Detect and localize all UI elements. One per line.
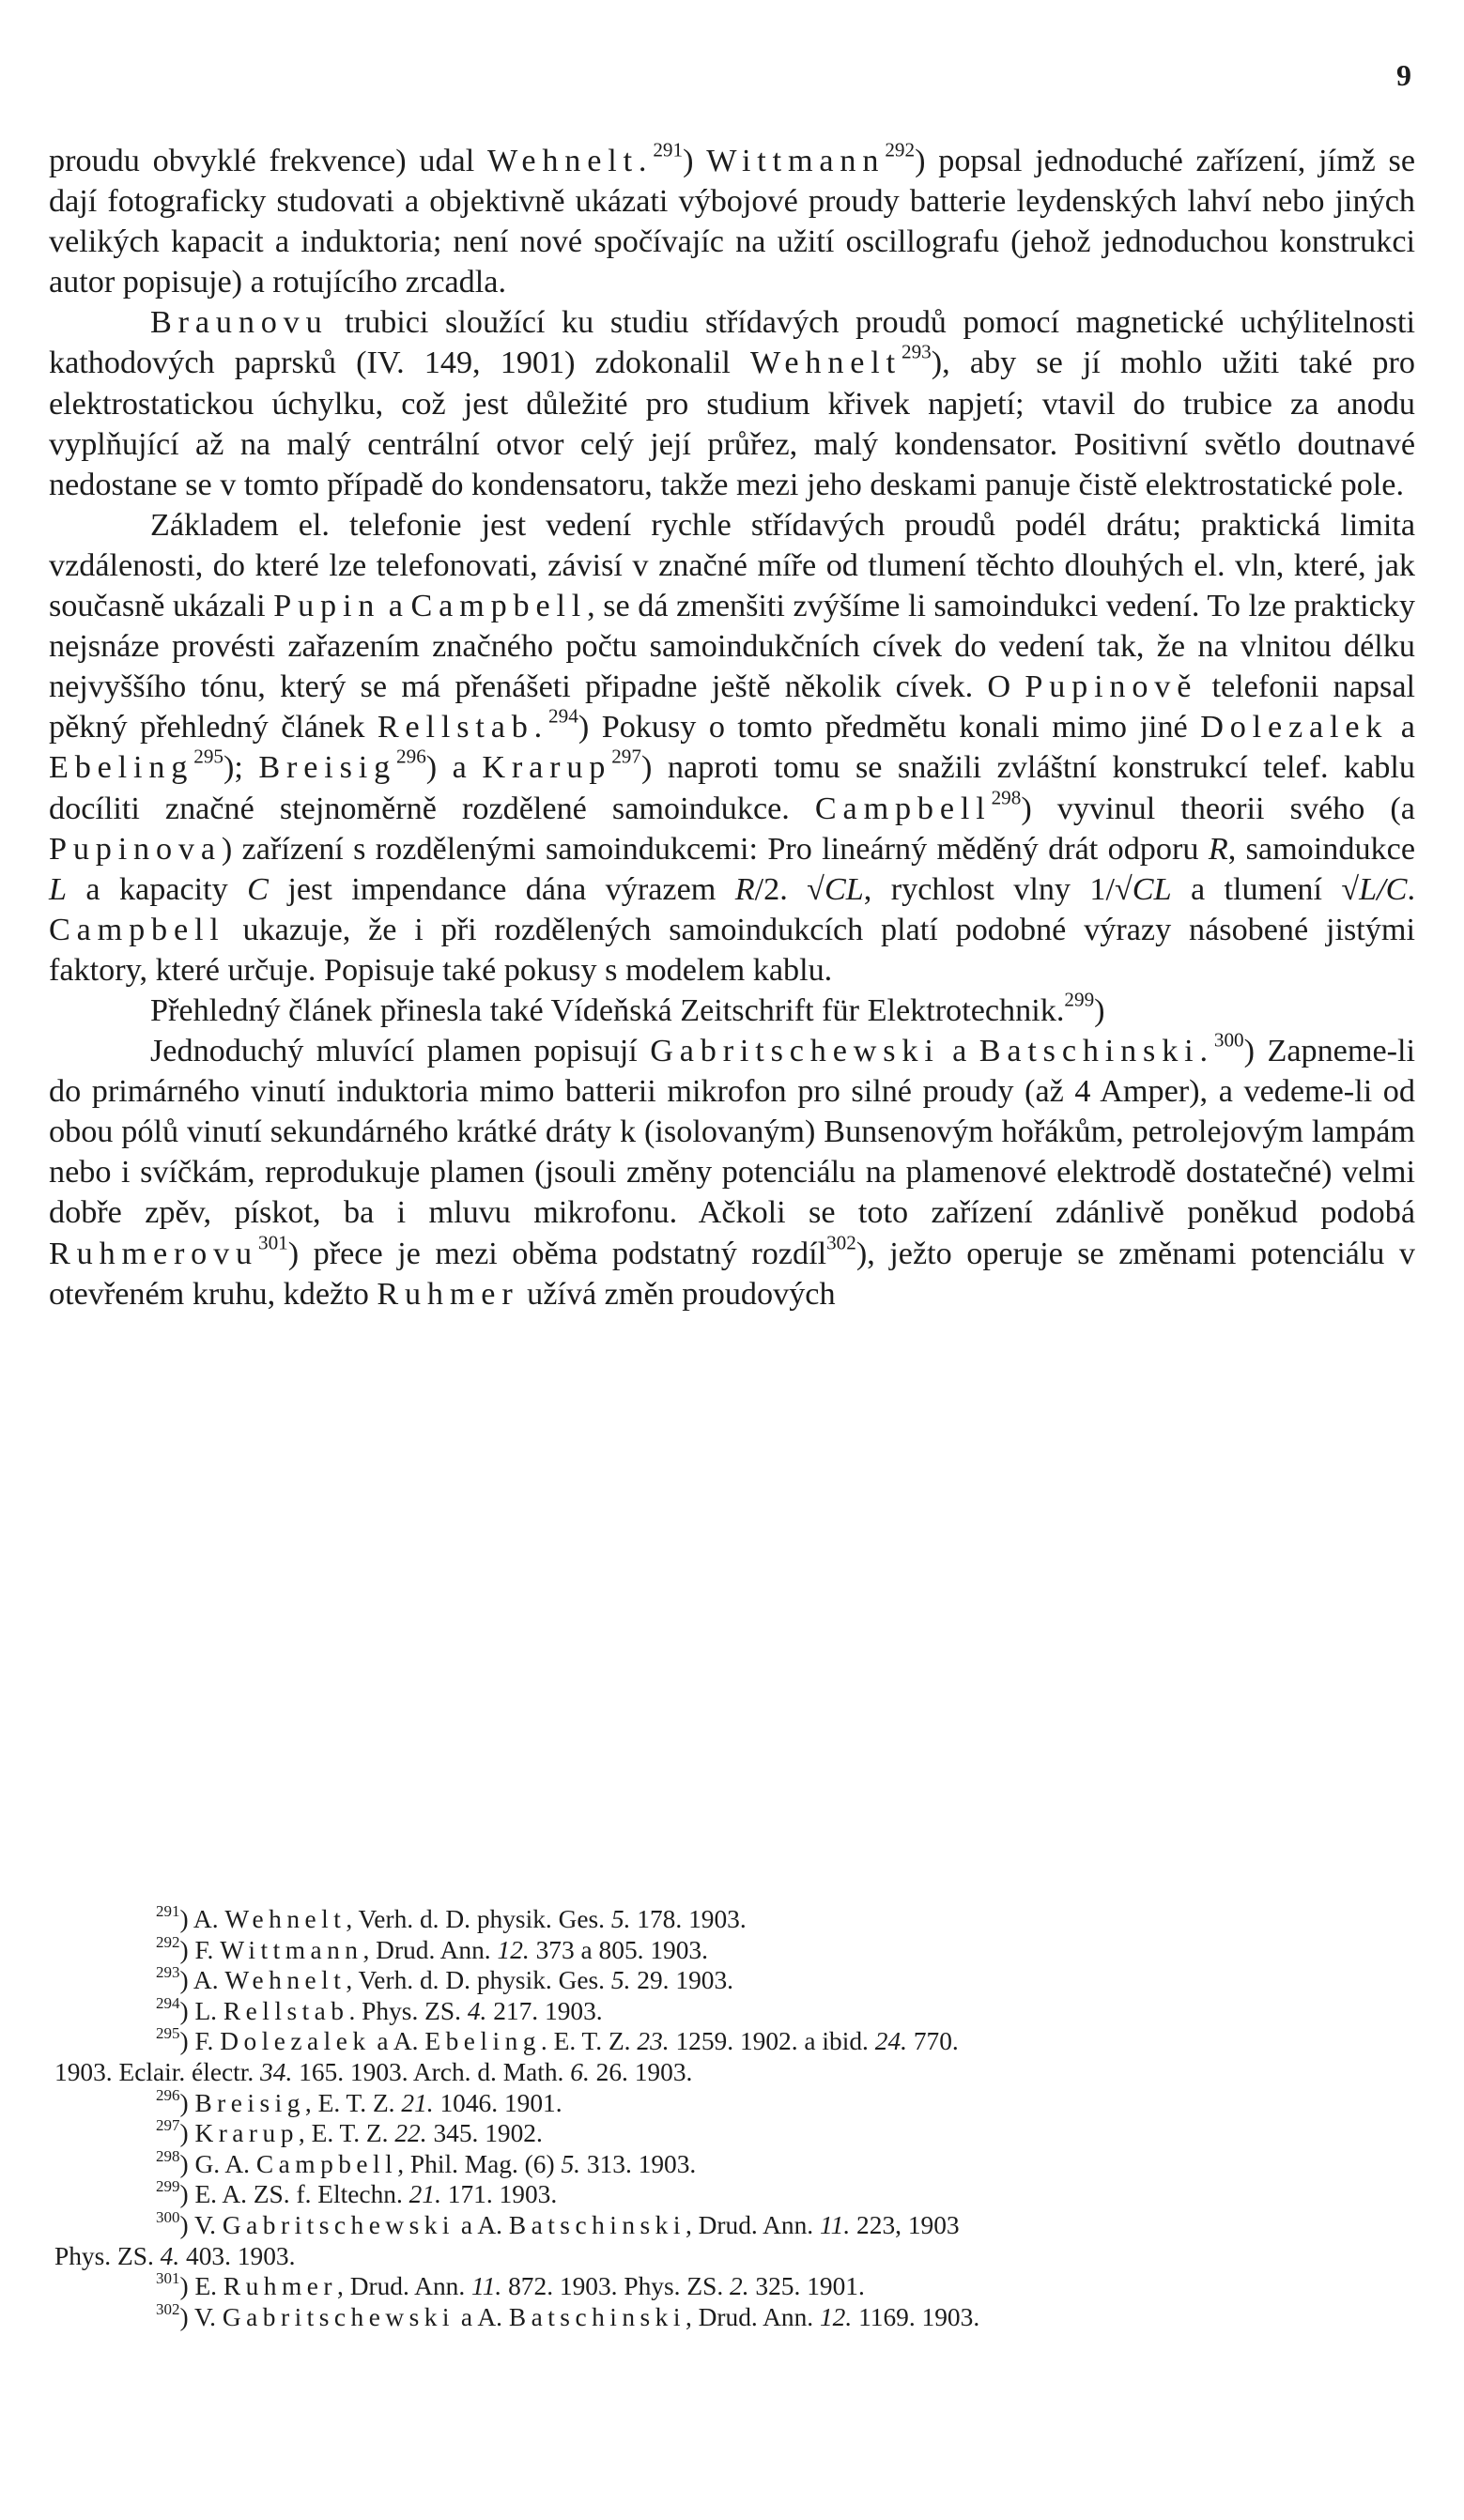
author-name: Ebeling	[424, 2027, 541, 2056]
text-run: 217. 1903.	[486, 1996, 603, 2025]
paragraph	[49, 302, 1415, 504]
footnote	[54, 2085, 1407, 2119]
text-run: A.	[193, 1905, 225, 1933]
footnote-number: 292	[156, 1932, 180, 1951]
text-run: 165. 1903. Arch. d. Math.	[292, 2057, 571, 2086]
italic-text: 21.	[401, 2088, 434, 2117]
text-run: a A.	[370, 2027, 425, 2056]
text-run: jest impendance dána výrazem	[268, 871, 735, 907]
text-run: , Verh. d. D. physik. Ges.	[346, 1905, 611, 1933]
paragraph	[49, 138, 1415, 302]
text-run: telefonii napsal pěkný přehledný článek	[49, 669, 1415, 745]
footnote-paren: )	[179, 2180, 195, 2209]
italic-text: 4.	[467, 1996, 487, 2025]
footnote-ref: 294	[548, 705, 578, 729]
author-name: Campbell	[255, 2149, 398, 2178]
text-run: , Drud. Ann.	[685, 2210, 820, 2239]
text-run: a	[380, 589, 411, 624]
text-run: 26. 1903.	[589, 2057, 693, 2086]
footnote-paren: )	[179, 2119, 195, 2148]
author-name: Gabritschewski	[650, 1034, 940, 1069]
text-run: ukazuje, že i při rozdělených samoindukcích platí podobné výrazy násobené jistými faktory, které určuje. Popisuje také pokusy s modelem kablu.	[49, 912, 1415, 988]
italic-text: 12.	[819, 2302, 853, 2331]
text-run: , rychlost vlny 1/√	[863, 871, 1133, 907]
footnote-paren: )	[179, 1905, 193, 1933]
footnote-number: 299	[156, 2177, 180, 2196]
text-run: )	[1094, 992, 1105, 1028]
footnote-number: 296	[156, 2085, 180, 2104]
text-run: 178. 1903.	[630, 1905, 747, 1933]
text-run: a	[1388, 710, 1415, 745]
footnote-paren: )	[179, 1996, 195, 2025]
text-run: 223, 1903	[850, 2210, 960, 2239]
footnote-paren: )	[179, 1966, 193, 1995]
footnote-ref: 302	[826, 1231, 856, 1254]
text-run: F.	[194, 2027, 221, 2056]
text-run: ) Zapneme-li do primárného vinutí induktoria mimo batterii mikrofon pro silné proudy (až 4 Amper), a vedeme-li od obou pólů vinutí sekundárného krátké dráty k (isolovaným) Bunsenovým hořákům, petrolejovým lampám nebo i svíčkám, reprodukuje plamen (jsouli změny potenciálu na plamenové elektrodě dostatečné) velmi dobře zpěv, pískot, ba i mluvu mikrofonu. Ačkoli se toto zařízení zdánlivě poněkud podobá	[49, 1034, 1416, 1231]
footnote-ref: 292	[885, 138, 916, 161]
text-run: ) popsal jednoduché zařízení, jímž se dají fotograficky studovati a objektivně ukázati výbojové proudy batterie leydenských lahví nebo jiných velikých kapacit a induktoria; není nové spočívajíc na užití oscillografu (jehož jednoduchou konstrukci autor popisuje) a rotujícího zrcadla.	[49, 144, 1415, 300]
text-run: , samoindukce	[1227, 831, 1416, 867]
italic-text: 5.	[610, 1905, 631, 1933]
footnote-ref: 298	[991, 786, 1022, 809]
text-run: 345. 1902.	[426, 2119, 543, 2148]
text-run: , E. T. Z.	[298, 2119, 395, 2148]
footnote-paren: )	[179, 2088, 195, 2117]
text-run: 373 a 805. 1903.	[529, 1935, 708, 1964]
footnote-paren: )	[179, 2210, 194, 2239]
text-run: V.	[193, 2302, 223, 2331]
text-run: . E. T. Z.	[540, 2027, 638, 2056]
text-run: ) Pokusy o tomto předmětu konali mimo jiné	[578, 710, 1201, 745]
italic-text: R	[1208, 831, 1228, 867]
footnote	[54, 1962, 1407, 1996]
footnote-number: 301	[156, 2268, 180, 2287]
author-name: Campbell	[410, 589, 588, 624]
text-run: /2. √	[754, 871, 824, 907]
footnote	[54, 2179, 1407, 2210]
footnote-continuation	[54, 2241, 1407, 2272]
footnote	[54, 1901, 1407, 1935]
page-number: 9	[1396, 58, 1411, 92]
paragraph	[49, 505, 1415, 991]
author-name: Gabritschewski	[222, 2210, 455, 2239]
text-run: 1046. 1901.	[433, 2088, 562, 2117]
author-name: Campbell	[49, 912, 225, 947]
author-name: Wehnelt.	[486, 144, 654, 178]
footnote-ref: 295	[193, 745, 223, 769]
text-run: E.	[194, 2272, 223, 2301]
text-run: , se dá zmenšiti zvýšíme li samoindukci vedení. To lze prakticky nejsnáze provésti zařazením značného počtu samoindukčních cívek do vedení tak, že na vlnitou délku nejvyššího tónu, který se má přenášeti připadne ještě několik cívek. O	[49, 589, 1415, 705]
text-run: a A.	[455, 2210, 509, 2239]
italic-text: 6.	[570, 2057, 590, 2086]
footnote	[54, 2146, 1407, 2180]
italic-text: R	[734, 871, 755, 907]
text-run: , Drud. Ann.	[362, 1935, 498, 1964]
italic-text: 34.	[260, 2057, 293, 2086]
footnote-number: 294	[156, 1993, 180, 2012]
italic-text: L/C	[1359, 871, 1408, 907]
author-name: Ebeling	[49, 750, 194, 786]
text-run: ), ježto operuje se změnami potenciálu v otevřeném kruhu, kdežto	[49, 1236, 1415, 1312]
text-run: a A.	[455, 2302, 509, 2331]
text-run: 171. 1903.	[440, 2180, 558, 2209]
author-name: Pupinově	[1025, 669, 1198, 705]
author-name: Ruhmerovu	[49, 1236, 258, 1271]
text-run: .	[1407, 871, 1416, 907]
author-name: Pupin	[273, 589, 381, 624]
footnote-number: 302	[156, 2299, 180, 2318]
text-run: , Verh. d. D. physik. Ges.	[346, 1966, 611, 1995]
italic-text: 5.	[561, 2149, 581, 2178]
text-run: G. A.	[194, 2149, 256, 2178]
text-run: 29. 1903.	[630, 1966, 733, 1995]
text-run: ) vyvinul theorii svého (a	[1021, 791, 1415, 826]
footnote-paren: )	[179, 2272, 195, 2301]
footnote-ref: 299	[1064, 988, 1095, 1011]
footnote-number: 291	[156, 1901, 180, 1920]
text-run: 1903. Eclair. électr.	[54, 2057, 261, 2086]
author-name: Ruhmer	[223, 2272, 337, 2301]
text-run: V.	[193, 2210, 223, 2239]
italic-text: 22.	[394, 2119, 427, 2148]
author-name: Batschinski	[508, 2302, 686, 2331]
italic-text: 4.	[160, 2241, 180, 2270]
footnote-ref: 291	[653, 138, 684, 161]
italic-text: 24.	[874, 2027, 907, 2056]
footnote-number: 295	[156, 2024, 180, 2043]
footnote-continuation	[54, 2057, 1407, 2088]
footnote-number: 300	[156, 2207, 180, 2226]
footnote	[54, 2207, 1407, 2271]
footnote-ref: 297	[611, 745, 641, 769]
footnote	[54, 1993, 1407, 2027]
author-name: Ruhmer	[377, 1276, 519, 1312]
text-run: A.	[193, 1966, 225, 1995]
text-run: ), aby se jí mohlo užiti také pro elektrostatickou úchylku, což jest důležité pro studium křivek napjetí; vtavil do trubice za anodu vyplňující až na malý centrální otvor celý její průřez, malý kondensator. Positivní světlo doutnavé nedostane se v tomto případě do kondensatoru, takže mezi jeho deskami panuje čistě elektrostatické pole.	[49, 346, 1415, 502]
footnotes	[54, 1901, 1407, 2332]
footnote-ref: 301	[257, 1231, 288, 1254]
author-name: Braunovu	[150, 305, 329, 341]
text-run: . Phys. ZS.	[348, 1996, 468, 2025]
author-name: Wehnelt	[224, 1966, 347, 1995]
text-run: ) naproti tomu se snažili zvláštní konstrukcí telef. kablu docíliti značné stejnoměrně rozdělené samoindukce.	[49, 750, 1415, 826]
text-run: F.	[194, 1935, 221, 1964]
italic-text: 5.	[610, 1966, 631, 1995]
text-run: proudu obvyklé frekvence) udal	[49, 144, 487, 178]
footnote-ref: 300	[1213, 1028, 1244, 1052]
text-run: )	[683, 144, 707, 178]
italic-text: 21.	[408, 2180, 441, 2209]
author-name: Rellstab.	[377, 710, 549, 745]
author-name: Dolezalek	[1200, 710, 1389, 745]
italic-text: C	[247, 871, 269, 907]
italic-text: CL	[1132, 871, 1172, 907]
paragraph	[49, 988, 1415, 1031]
text-run: Jednoduchý mluvící plamen popisují	[150, 1034, 651, 1069]
author-name: Krarup	[194, 2119, 299, 2148]
footnote-number: 293	[156, 1962, 180, 1981]
author-name: Wehnelt	[750, 346, 902, 381]
text-run: 770.	[907, 2027, 959, 2056]
author-name: Breisig	[194, 2088, 305, 2117]
text-run: ) a	[425, 750, 483, 786]
italic-text: 11.	[471, 2272, 502, 2301]
text-run: L.	[194, 1996, 223, 2025]
footnote	[54, 2299, 1407, 2333]
text-run: E. A. ZS. f. Eltechn.	[194, 2180, 409, 2209]
footnote-number: 297	[156, 2115, 180, 2134]
text-run: 872. 1903. Phys. ZS.	[501, 2272, 731, 2301]
text-run: , E. T. Z.	[304, 2088, 402, 2117]
author-name: Batschinski	[508, 2210, 686, 2239]
footnote-ref: 296	[396, 745, 426, 769]
author-name: Dolezalek	[220, 2027, 371, 2056]
italic-text: 11.	[819, 2210, 851, 2239]
text-run: a tlumení √	[1171, 871, 1360, 907]
author-name: Wittmann	[220, 1935, 363, 1964]
footnote	[54, 2026, 1407, 2087]
footnote-number: 298	[156, 2146, 180, 2165]
footnote-paren: )	[179, 1935, 195, 1964]
text-run: 403. 1903.	[179, 2241, 296, 2270]
footnote	[54, 2268, 1407, 2302]
footnote	[54, 2115, 1407, 2149]
text-run: 325. 1901.	[748, 2272, 865, 2301]
text-run: 313. 1903.	[580, 2149, 697, 2178]
text-run: trubici sloužící ku studiu střídavých proudů pomocí magnetické uchýlitelnosti kathodových paprsků (IV. 149, 1901) zdokonalil	[49, 305, 1415, 381]
author-name: Pupinova	[49, 831, 222, 867]
text-run: Phys. ZS.	[54, 2241, 161, 2270]
text-run: Přehledný článek přinesla také Vídeňská Zeitschrift für Elektrotechnik.	[150, 992, 1065, 1028]
text-run: 1169. 1903.	[852, 2302, 980, 2331]
text-run: , Drud. Ann.	[337, 2272, 472, 2301]
text-run: a	[939, 1034, 979, 1069]
paragraph	[49, 1028, 1416, 1314]
author-name: Wehnelt	[224, 1905, 347, 1933]
italic-text: 2.	[730, 2272, 749, 2301]
italic-text: 23.	[637, 2027, 670, 2056]
text-run: ) přece je mezi oběma podstatný rozdíl	[287, 1236, 827, 1271]
text-run: , Drud. Ann.	[685, 2302, 820, 2331]
author-name: Rellstab	[223, 1996, 349, 2025]
text-run: );	[223, 750, 259, 786]
footnote-paren: )	[179, 2302, 194, 2331]
author-name: Wittmann	[706, 144, 886, 178]
italic-text: L	[49, 871, 68, 907]
author-name: Campbell	[814, 791, 992, 826]
text-run: užívá změn proudových	[518, 1276, 836, 1312]
main-text	[49, 138, 1416, 1314]
italic-text: CL	[824, 871, 864, 907]
text-run: Základem el. telefonie jest vedení rychle střídavých proudů podél drátu; praktická limita vzdálenosti, do které lze telefonovati, závisí v značné míře od tlumení těchto dlouhých el. vln, které, jak současně ukázali	[49, 507, 1415, 624]
footnote-paren: )	[179, 2149, 195, 2178]
italic-text: 12.	[497, 1935, 530, 1964]
footnote	[54, 1932, 1407, 1966]
author-name: Gabritschewski	[222, 2302, 455, 2331]
text-run: 1259. 1902. a ibid.	[669, 2027, 875, 2056]
footnote-paren: )	[179, 2027, 195, 2056]
text-run: ) zařízení s rozdělenými samoindukcemi: Pro lineárný měděný drát odporu	[221, 831, 1209, 867]
text-run: , Phil. Mag. (6)	[397, 2149, 562, 2178]
footnote-ref: 293	[901, 341, 932, 364]
author-name: Krarup	[482, 750, 612, 786]
text-run: a kapacity	[67, 871, 248, 907]
author-name: Batschinski.	[979, 1034, 1214, 1069]
author-name: Breisig	[258, 750, 397, 786]
